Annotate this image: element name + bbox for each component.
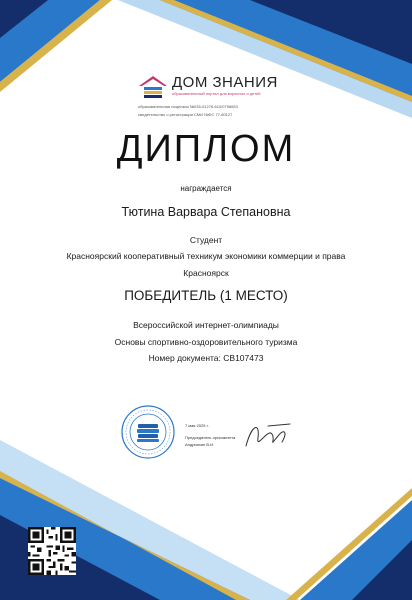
qr-code (28, 527, 76, 575)
city-name: Красноярск (183, 268, 229, 278)
seal-stamp (120, 404, 176, 460)
logo-name: ДОМ ЗНАНИЯ (172, 74, 278, 91)
house-logo-icon (138, 75, 168, 101)
olympiad-name: Всероссийской интернет-олимпиады (133, 320, 279, 330)
place-award: ПОБЕДИТЕЛЬ (1 МЕСТО) (124, 288, 288, 303)
logo-block (138, 72, 288, 122)
subject-name: Основы спортивно-оздоровительного туризма (114, 337, 298, 347)
diploma-title: ДИПЛОМ (116, 128, 296, 170)
books-icon (137, 424, 159, 442)
document-number: Номер документа: CB107473 (148, 353, 264, 363)
signature-role: Председатель оргкомитета (185, 435, 236, 440)
institution-name: Красноярский кооперативный техникум экономики коммерции и права (66, 251, 346, 261)
logo-subtitle: образовательный портал для взрослых и детей (172, 91, 261, 96)
signature-name: Андрияхин В.И. (185, 442, 215, 447)
award-label: награждается (180, 184, 232, 193)
recipient-role: Студент (189, 235, 223, 245)
recipient-name: Тютина Варвара Степановна (121, 205, 291, 219)
logo-registration: свидетельство о регистрации СМИ №ФС 77-80127 (138, 112, 233, 117)
handwritten-signature (238, 416, 298, 456)
signature-date: 7 мая 2025 г. (185, 423, 209, 428)
logo-license: образовательная лицензия №035-01276-610/0798653 (138, 104, 238, 109)
